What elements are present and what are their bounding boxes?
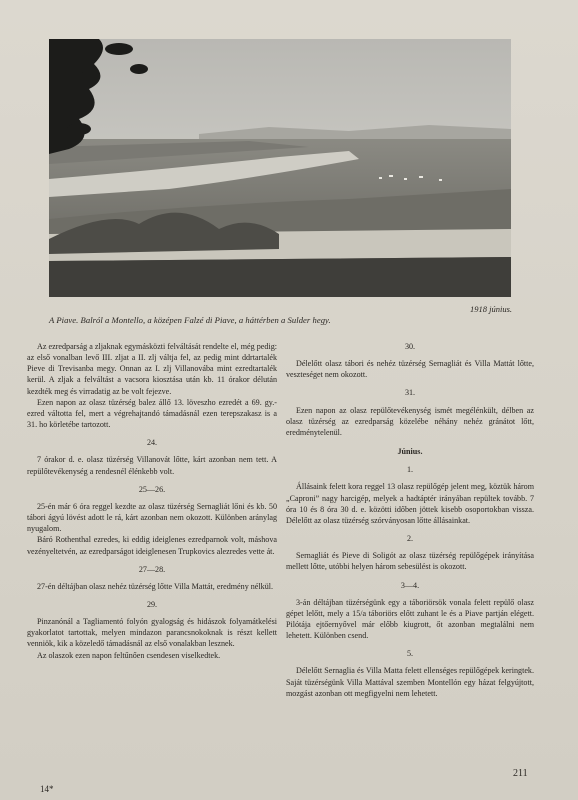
- date-heading: 24.: [146, 438, 158, 448]
- right-column: [286, 341, 534, 699]
- paragraph: Az ezredparság a zljaknak egymásközti felváltását rendelte el, még pedig: az első vonalban levő III. zljat a II. zlj váltja fel, az pedig mint ddrtartalék Pieve di Trevisanba megy. Onnan az I. zlj Villanovába mint ezredtartalék kerül. A zljak a felváltást a vacsora kiosztása után kb. 11 órakor délután kezdték meg és virradatig az be volt fejezve.: [27, 342, 277, 396]
- date-heading: 3—4.: [400, 580, 420, 590]
- paragraph: Ezen napon az olasz repülőtevékenység ismét megélénkült, délben az olasz tüzérség az ezredparság közelébe néhány nehéz gránátot lőtt, eredménytelenül.: [286, 405, 534, 437]
- paragraph: Sernagliát és Pieve di Soligót az olasz tüzérség repülőgépek irányítása mellett lőtte, utóbbi helyen három sebesülést is okozott.: [286, 551, 534, 572]
- photo-date: 1918 június.: [469, 304, 512, 314]
- paragraph: Délelőtt Sernaglia és Villa Matta felett ellenséges repülőgépek keringtek. Saját tüzérségünk Villa Mattával szemben Montellón egy házat felgyújtott, mozgást azonban ott megfigyelni nem lehetett.: [286, 666, 534, 698]
- date-heading: 31.: [404, 388, 416, 398]
- paragraph: Báró Rothenthal ezredes, ki eddig ideiglenes ezredparnok volt, máshova vezényeltetvén, az ezredparságot ideiglenesen Trupkovics alezredes vette át.: [27, 535, 277, 556]
- date-heading: 30.: [404, 342, 416, 351]
- month-heading: Június.: [397, 447, 423, 457]
- paragraph: Pinzanónál a Tagliamentó folyón gyalogság és hidászok folyamátkelési gyakorlatot tartottak, melyen mindazon parancsnokoknak is részt kellett venniök, kik a közeledő támadásnál az első vonalakban lesznek.: [27, 617, 277, 649]
- paragraph: Az olaszok ezen napon feltűnően csendesen viselkedtek.: [37, 650, 221, 660]
- date-heading: 5.: [406, 649, 414, 659]
- landscape-photo: [49, 39, 511, 297]
- date-heading: 27—28.: [138, 564, 166, 574]
- paragraph: Délelőtt olasz tábori és nehéz tüzérség Sernagliát és Villa Mattát lőtte, veszteséget nem okozott.: [286, 359, 534, 380]
- date-heading: 2.: [406, 534, 414, 544]
- signature-mark: 14*: [40, 784, 54, 794]
- left-column: [27, 341, 277, 661]
- paragraph: Állásaink felett kora reggel 13 olasz repülőgép jelent meg, köztük három „Caproni” nagy harcigép, melyek a hadtáptér irányában repültek tovább. 7 óra 10 és 8 óra 30 d. e. közötti időben jöttek kisebb osoportokban vissza. Délelőtt az olasz tüzérség szórványosan lőtte állásainkat.: [286, 482, 534, 525]
- paragraph: Ezen napon az olasz tüzérség balez állő 13. löveszho ezredét a 69. gy.-ezred váltotta fel, mert a végrehajtandó támadásnál ezen terepszakasz is a 31. ho körletébe tartozott.: [27, 397, 277, 430]
- paragraph: 27-én déltájban olasz nehéz tüzérség lőtte Villa Mattát, eredmény nélkül.: [37, 581, 274, 591]
- paragraph: 3-án déltájban tüzérségünk egy a táboriörsök vonala felett repülő olasz gépet lelőtt, mely a 15/a táboriörs előtt zuhant le és a Piave partján elégett. Pilótája ejtőernyővel már előbb kiugrott, őt azonban megtalálni nem lehetett. Különben csend.: [286, 597, 534, 641]
- date-heading: 25—26.: [138, 484, 166, 494]
- date-heading: 1.: [406, 465, 414, 475]
- paragraph: 25-én már 6 óra reggel kezdte az olasz tüzérség Sernagliát lőni és kb. 50 tábori ágyú lövést adott le rá, kárt azonban nem okozott. Különben aránylag nyugalom.: [27, 501, 277, 534]
- page-number: 211: [513, 768, 528, 779]
- date-heading: 29.: [146, 599, 158, 609]
- paragraph: 7 órakor d. e. olasz tüzérség Villanovát lőtte, kárt azonban nem tett. A repülőtevékenység a rendesnél élénkebb volt.: [27, 455, 277, 476]
- photo-image: [49, 39, 511, 297]
- photo-caption: A Piave. Balról a Montello, a középen Falzé di Piave, a háttérben a Sulder hegy.: [49, 315, 331, 325]
